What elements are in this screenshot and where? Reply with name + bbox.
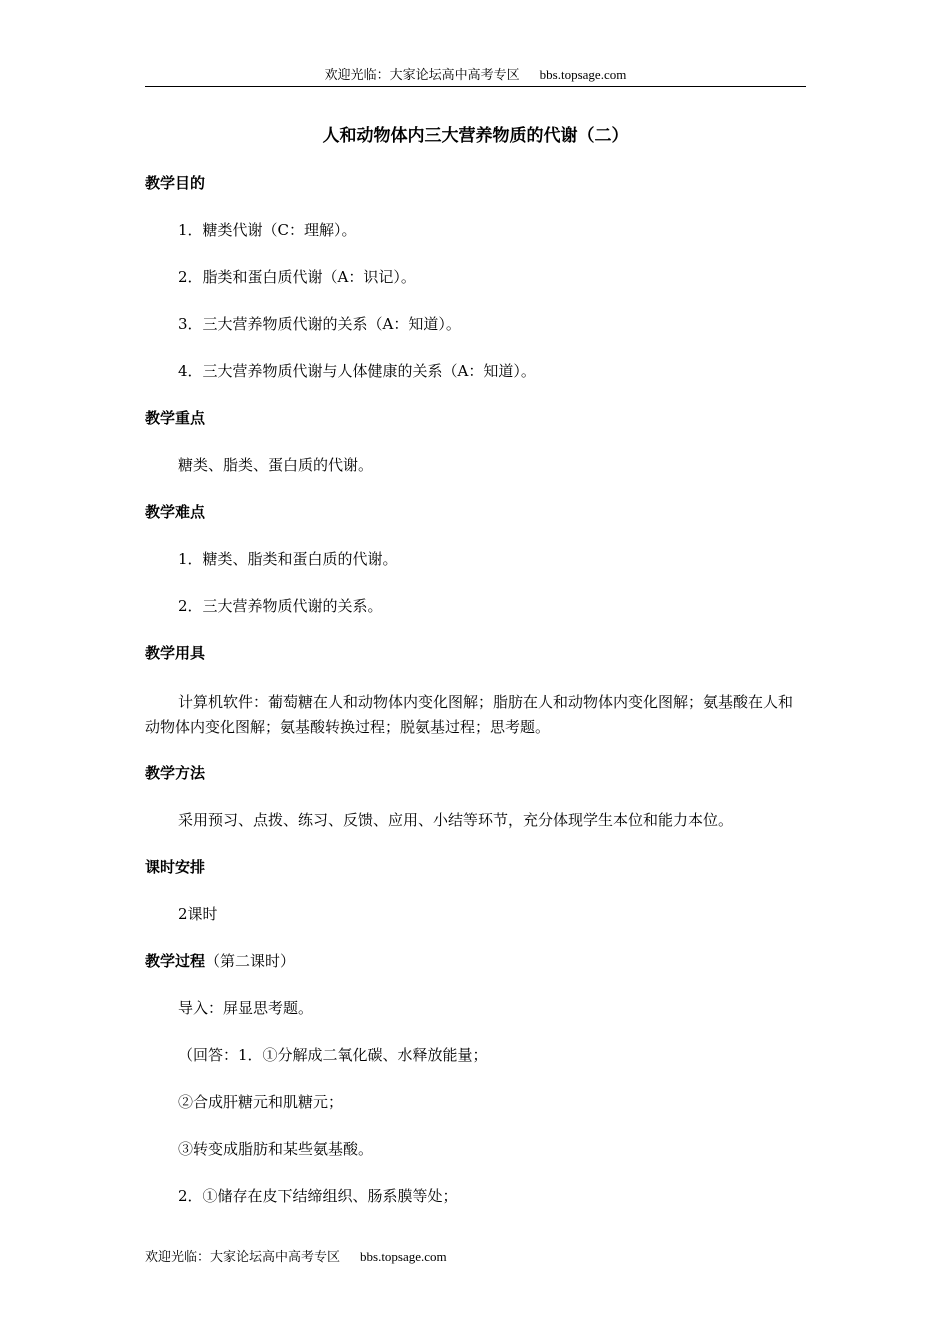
- process-heading-label: 教学过程: [145, 952, 206, 970]
- purpose-item: 2．脂类和蛋白质代谢（A：识记）。: [178, 268, 416, 286]
- purpose-item: 4．三大营养物质代谢与人体健康的关系（A：知道）。: [178, 362, 536, 380]
- header-text: 欢迎光临：大家论坛高中高考专区: [324, 68, 520, 83]
- tools-text: 计算机软件：葡萄糖在人和动物体内变化图解；脂肪在人和动物体内变化图解；氨基酸在人和动物体内变化图解；氨基酸转换过程；脱氨基过程；思考题。: [145, 693, 794, 736]
- process-item: ②合成肝糖元和肌糖元；: [178, 1093, 344, 1111]
- section-heading-method: 教学方法: [145, 764, 206, 782]
- purpose-item: 3．三大营养物质代谢的关系（A：知道）。: [178, 315, 461, 333]
- purpose-item: 1．糖类代谢（C：理解）。: [178, 221, 357, 239]
- section-heading-key: 教学重点: [145, 409, 206, 427]
- process-item: 2．①储存在皮下结缔组织、肠系膜等处；: [178, 1187, 458, 1205]
- section-heading-purpose: 教学目的: [145, 174, 206, 192]
- schedule-text: 2课时: [178, 905, 218, 923]
- footer-text: 欢迎光临：大家论坛高中高考专区: [145, 1250, 341, 1265]
- key-text: 糖类、脂类、蛋白质的代谢。: [178, 456, 374, 474]
- section-heading-tools: 教学用具: [145, 644, 206, 662]
- process-item: 导入：屏显思考题。: [178, 999, 314, 1017]
- section-heading-difficulty: 教学难点: [145, 503, 206, 521]
- process-item: ③转变成脂肪和某些氨基酸。: [178, 1140, 374, 1158]
- process-item: （回答：1．①分解成二氧化碳、水释放能量；: [178, 1046, 488, 1064]
- footer-site-link[interactable]: bbs.topsage.com: [360, 1249, 447, 1264]
- method-text: 采用预习、点拨、练习、反馈、应用、小结等环节，充分体现学生本位和能力本位。: [178, 811, 734, 829]
- process-heading-note: （第二课时）: [205, 952, 296, 970]
- page-footer: [145, 1247, 447, 1268]
- document-body: [145, 173, 806, 1233]
- difficulty-item: 2．三大营养物质代谢的关系。: [178, 597, 383, 615]
- document-title: 人和动物体内三大营养物质的代谢（二）: [322, 126, 629, 146]
- page-header: [145, 64, 806, 87]
- difficulty-item: 1．糖类、脂类和蛋白质的代谢。: [178, 550, 398, 568]
- section-heading-process: [145, 951, 806, 971]
- header-site-link[interactable]: bbs.topsage.com: [539, 67, 627, 82]
- section-heading-schedule: 课时安排: [145, 858, 206, 876]
